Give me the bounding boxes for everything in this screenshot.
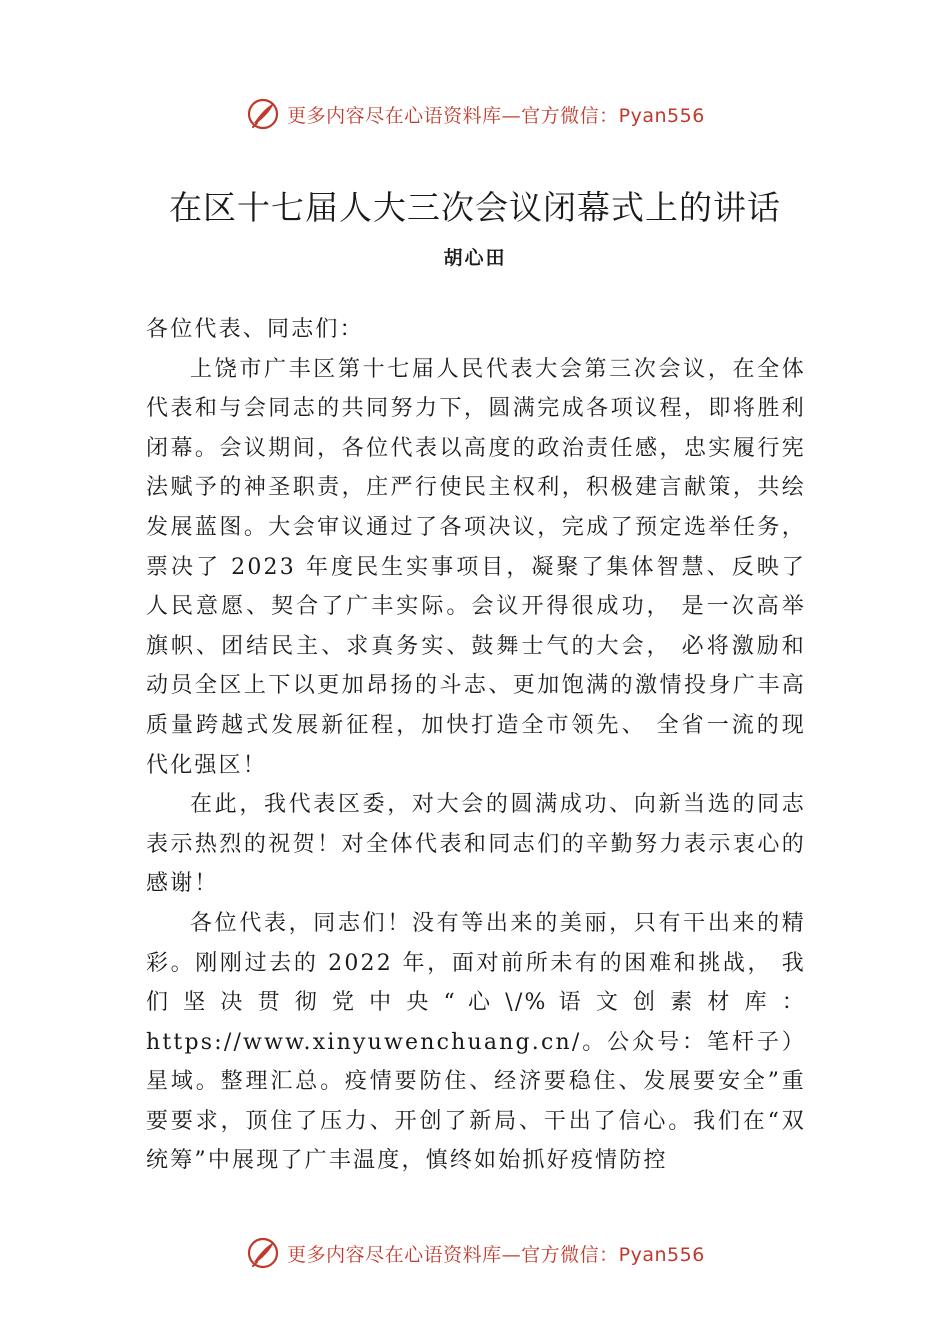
document-title: 在区十七届人大三次会议闭幕式上的讲话 [169,188,781,227]
quill-pen-logo-icon [245,96,281,132]
wechat-id: Pyan556 [618,1243,705,1266]
watermark-banner-bottom [0,1231,950,1275]
paragraph: 各位代表，同志们！没有等出来的美丽，只有干出来的精彩。刚刚过去的 2022 年，面对前所未有的困难和挑战， 我 们 坚 决 贯 彻 党 中 央 “ 心 \/% 语 文 创 素 材 库 ： https://www.xinyuwenchuang.cn/。公众号：笔杆子）星域。整理汇总。疫情要防住、经济要稳住、发展要安全”重要要求，顶住了压力、开创了新局、干出了信心。我们在“双统筹”中展现了广丰温度，慎终如始抓好疫情防控 [146,910,806,1174]
watermark-text: 更多内容尽在心语资料库—官方微信：Pyan556 [287,1243,705,1266]
document-author: 胡心田 [443,247,507,269]
salutation: 各位代表、同志们： [146,317,364,342]
wechat-id: Pyan556 [618,104,705,127]
watermark-text: 更多内容尽在心语资料库—官方微信：Pyan556 [287,104,705,127]
quill-pen-logo-icon [245,1235,281,1271]
paragraph: 在此，我代表区委，对大会的圆满成功、向新当选的同志表示热烈的祝贺！对全体代表和同志们的辛勤努力表示衷心的感谢！ [146,792,806,897]
watermark-banner-top [0,92,950,136]
paragraph: 上饶市广丰区第十七届人民代表大会第三次会议，在全体代表和与会同志的共同努力下，圆满完成各项议程，即将胜利闭幕。会议期间，各位代表以高度的政治责任感，忠实履行宪法赋予的神圣职责，庄严行使民主权利，积极建言献策，共绘发展蓝图。大会审议通过了各项决议，完成了预定选举任务，票决了 2023 年度民生实事项目，凝聚了集体智慧、反映了人民意愿、契合了广丰实际。会议开得很成功， 是一次高举旗帜、团结民主、求真务实、鼓舞士气的大会， 必将激励和动员全区上下以更加昂扬的斗志、更加饱满的激情投身广丰高质量跨越式发展新征程，加快打造全市领先、 全省一流的现代化强区！ [146,356,806,778]
document-body [146,310,806,1181]
